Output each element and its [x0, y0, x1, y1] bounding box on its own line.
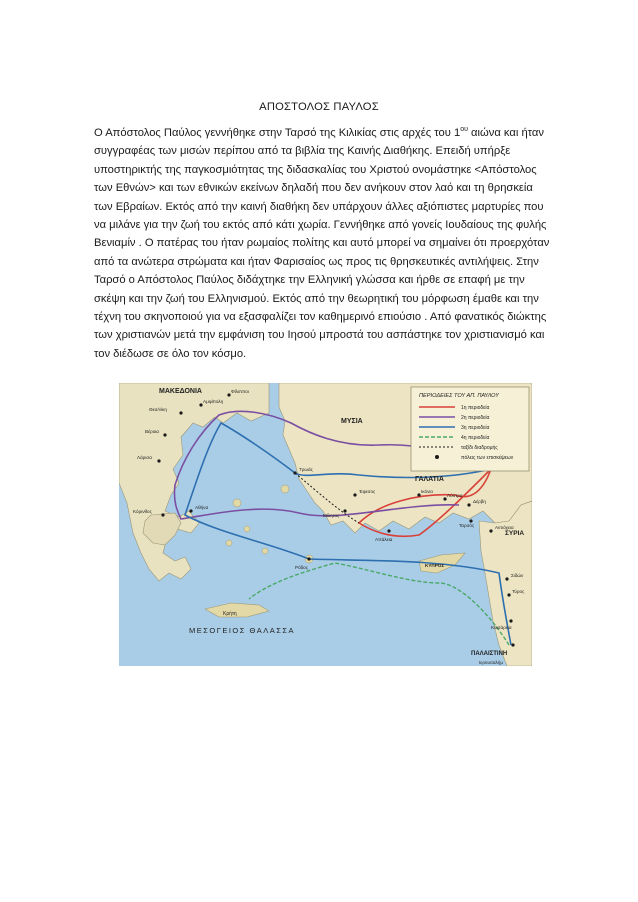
legend-item-6: πόλεις των επισκέψεων: [461, 455, 514, 461]
legend-item-5: ταξίδι διαδρομής: [461, 445, 498, 451]
region-palestine: ΠΑΛΑΙΣΤΙΝΗ: [471, 651, 508, 657]
city-iconium: Ικόνιο: [421, 489, 433, 494]
map-legend: [411, 387, 529, 471]
legend-item-3: 3η περιοδεία: [461, 425, 490, 431]
city-troas: Τρωάς: [299, 467, 313, 472]
paragraph-superscript: ου: [460, 126, 468, 133]
legend-title: ΠΕΡΙΟΔΕΙΕΣ ΤΟΥ ΑΠ. ΠΑΥΛΟΥ: [419, 393, 499, 399]
region-mysia: ΜΥΣΙΑ: [341, 418, 363, 425]
document-paragraph: [94, 124, 554, 363]
paul-journeys-map: [119, 383, 532, 666]
legend-item-1: 1η περιοδεία: [461, 405, 490, 411]
city-cyprus: ΚΥΠΡΟΣ: [425, 563, 445, 568]
city-sidon: Σιδών: [511, 573, 524, 578]
city-amphipolis: Αμφίπολη: [203, 399, 224, 404]
city-miletus: Μίλητος: [323, 513, 340, 518]
city-lystra: Λύστρα: [447, 493, 463, 498]
city-attalia: Αττάλεια: [375, 537, 393, 542]
city-larisa: Λάρισα: [137, 455, 152, 460]
paragraph-start: Ο Απόστολος Παύλος γεννήθηκε στην Ταρσό της Κιλικίας στις αρχές του 1: [94, 127, 461, 139]
legend-item-4: 4η περιοδεία: [461, 435, 490, 441]
legend-item-2: 2η περιοδεία: [461, 415, 490, 421]
city-derbe: Δέρβη: [473, 499, 486, 504]
city-jerusalem: Ιερουσαλήμ: [479, 660, 503, 665]
document-title: ΑΠΟΣΤΟΛΟΣ ΠΑΥΛΟΣ: [259, 101, 379, 113]
city-ephesus: Έφεσος: [359, 489, 376, 494]
city-caesarea: Καισάρεια: [491, 625, 512, 630]
city-tarsus: Ταρσός: [459, 523, 475, 528]
region-syria: ΣΥΡΙΑ: [505, 530, 525, 537]
city-antioch: Αντιόχεια: [495, 525, 514, 530]
paragraph-rest: αιώνα και ήταν συγγραφέας των μισών περίπου από τα βιβλία της Καινής Διαθήκης. Επειδή υπήρξε υποστηρικτής της παγκοσμιότητας της διδασκαλίας του Χριστού ονομάστηκε <Απόστολος των Εθνών> και των εθνικών εκείνων δηλαδή που δεν ανήκουν στον λαό και τη θρησκεία των Εβραίων. Εκτός από την καινή διαθήκη δεν υπάρχουν άλλες αξιόπιστες μαρτυρίες που να μιλάνε για την ζωή του εκτός από κάτι χωρία. Γεννήθηκε από γονείς Ιουδαίους της φυλής Βενιαμίν . Ο πατέρας του ήταν ρωμαίος πολίτης και αυτό μπορεί να σημαίνει ότι προερχόταν από τα ανώτερα στρώματα και ήταν Φαρισαίος ως προς τις θρησκευτικές αντιλήψεις. Στην Ταρσό ο Απόστολος Παύλος διδάχτηκε την Ελληνική γλώσσα και ήρθε σε επαφή με την σκέψη και την ζωή του Ελληνισμού. Εκτός από την θεωρητική του μόρφωση έμαθε και την τέχνη του σκηνοποιού για να εξασφαλίζει τον καθημερινό επιούσιο . Από φανατικός διώκτης των χριστιανών μετά την εμφάνιση του Ιησού μπροστά του ασπάστηκε τον χριστιανισμό και τον διέδωσε σε όλο τον κόσμο.: [94, 127, 550, 360]
city-corinth: Κόρινθος: [133, 509, 152, 514]
city-crete: Κρήτη: [223, 611, 237, 617]
city-athens: Αθήνα: [195, 505, 209, 510]
city-rhodes: Ρόδος: [295, 565, 308, 570]
region-macedonia: ΜΑΚΕΔΟΝΙΑ: [159, 388, 202, 395]
city-philippi: Φίλιπποι: [231, 389, 249, 394]
region-galatia: ΓΑΛΑΤΙΑ: [415, 476, 444, 483]
city-thessaloniki: Θεσ/νίκη: [149, 407, 167, 412]
region-sea: ΜΕΣΟΓΕΙΟΣ ΘΑΛΑΣΣΑ: [189, 626, 295, 635]
city-tyre: Τύρος: [512, 589, 525, 594]
city-veria: Βέροια: [145, 429, 159, 434]
